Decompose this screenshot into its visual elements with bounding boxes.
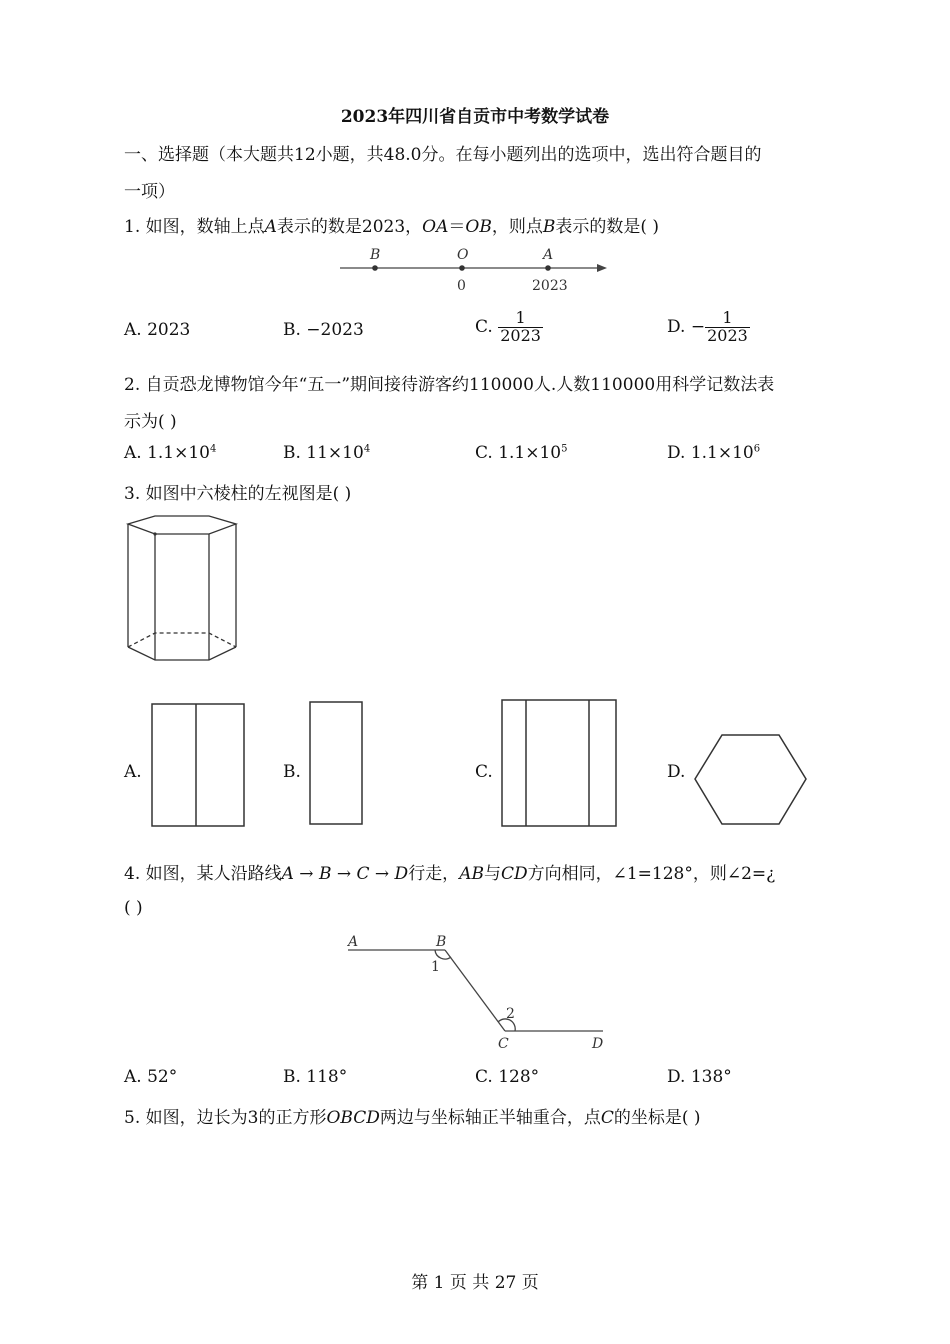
tick-label-0: 0 [457, 278, 466, 294]
q2-stem-line1: 2. 自贡恐龙博物馆今年“五一”期间接待游客约110000人.人数110000用科学记数法表 [124, 375, 775, 395]
label-angle-2: 2 [506, 1006, 515, 1022]
q2-option-b[interactable] [283, 443, 370, 463]
tick-label-2023: 2023 [532, 278, 568, 294]
q1-stem-part: ，则点 [491, 217, 543, 237]
q4-option-c[interactable]: C. 128° [475, 1067, 540, 1087]
arrow-head-icon [597, 264, 607, 272]
prism-top-face [128, 516, 236, 534]
section-header-line2: 一项） [124, 182, 175, 202]
q5-stem-part: 两边与坐标轴正半轴重合，点 [379, 1108, 601, 1128]
q1-stem-part: ＝ [448, 217, 466, 237]
q3-option-d-label[interactable]: D. [667, 762, 686, 782]
page-title: 2023年四川省自贡市中考数学试卷 [340, 107, 610, 127]
option-text: B. 11×10 [283, 443, 364, 463]
q2-option-c[interactable] [475, 443, 568, 463]
q4-var-cd: CD [500, 864, 528, 884]
q5-stem-part: 5. 如图，边长为3的正方形 [124, 1108, 327, 1128]
exponent: 5 [561, 443, 568, 455]
fraction-denominator: 2023 [707, 325, 748, 345]
q4-stem [124, 859, 775, 884]
label-d: D [592, 1036, 604, 1052]
q4-stem-part: 4. 如图，某人沿路线 [124, 864, 282, 884]
q1-var-oa: OA [422, 217, 449, 237]
prism-bottom-hidden [128, 633, 236, 647]
q3-option-d-figure[interactable] [692, 732, 810, 828]
q4-route-figure [340, 930, 615, 1055]
prism-bottom-visible [128, 647, 236, 660]
fraction-numerator: 1 [498, 310, 543, 328]
q4-var-ab: AB [459, 864, 484, 884]
q5-stem [124, 1103, 701, 1128]
q1-option-c[interactable] [475, 310, 543, 345]
segment-bc [445, 950, 505, 1031]
q3-option-a-label[interactable]: A. [124, 762, 142, 782]
q4-option-a[interactable]: A. 52° [124, 1067, 178, 1087]
exponent: 6 [753, 443, 761, 455]
q3-option-c-figure[interactable] [500, 698, 618, 828]
q2-option-a[interactable] [124, 443, 216, 463]
q1-stem-part: 1. 如图，数轴上点 [124, 217, 265, 237]
label-angle-1: 1 [431, 959, 440, 975]
q1-stem-part: 表示的数是( ) [555, 217, 659, 237]
q4-stem-line2: ( ) [124, 898, 143, 918]
q2-stem-line2: 示为( ) [124, 412, 177, 432]
q1-option-b[interactable]: B. −2023 [283, 320, 364, 340]
q1-number-line-figure [335, 240, 615, 300]
fraction [705, 310, 750, 345]
prism-vertex [153, 532, 156, 535]
fraction-denominator: 2023 [500, 325, 541, 345]
label-a: A [543, 247, 554, 263]
q5-var-obcd: OBCD [326, 1108, 380, 1128]
view-rectangle [152, 704, 244, 826]
label-c: C [498, 1036, 509, 1052]
option-text: D. 1.1×10 [667, 443, 754, 463]
q5-stem-part: 的坐标是( ) [613, 1108, 701, 1128]
q4-stem-part: 行走， [408, 864, 460, 884]
option-prefix: C. [475, 316, 499, 337]
q1-var-a: A [264, 217, 277, 237]
point-a [545, 265, 551, 271]
q3-option-c-label[interactable]: C. [475, 762, 493, 782]
exponent: 4 [363, 443, 371, 455]
q1-option-d[interactable] [667, 310, 750, 345]
q3-option-a-figure[interactable] [150, 702, 246, 828]
exponent: 4 [210, 443, 217, 455]
option-prefix: D. − [667, 316, 706, 337]
q1-stem-part: 表示的数是2023， [276, 217, 423, 237]
q5-var-c: C [600, 1108, 614, 1128]
q1-option-a[interactable]: A. 2023 [124, 320, 191, 340]
label-b: B [370, 247, 381, 263]
view-rectangle [310, 702, 362, 824]
q3-option-b-label[interactable]: B. [283, 762, 301, 782]
label-b: B [436, 934, 447, 950]
label-o: O [457, 247, 469, 263]
option-text: C. 1.1×10 [475, 443, 562, 463]
point-o [459, 265, 465, 271]
q4-stem-part: 与 [483, 864, 501, 884]
q1-var-b: B [542, 217, 556, 237]
q4-path: A → B → C → D [281, 864, 409, 884]
view-rectangle [502, 700, 616, 826]
q2-option-d[interactable] [667, 443, 760, 463]
option-text: A. 1.1×10 [124, 443, 210, 463]
q3-option-b-figure[interactable] [308, 700, 364, 826]
section-header-line1: 一、选择题（本大题共12小题，共48.0分。在每小题列出的选项中，选出符合题目的 [124, 145, 762, 165]
q4-option-b[interactable]: B. 118° [283, 1067, 348, 1087]
q4-option-d[interactable]: D. 138° [667, 1067, 732, 1087]
q4-stem-part: 方向相同，∠1=128°，则∠2=¿ [527, 864, 776, 884]
q3-stem: 3. 如图中六棱柱的左视图是( ) [124, 484, 352, 504]
q3-hexagonal-prism-figure [124, 512, 244, 667]
hexagon-shape [695, 735, 806, 824]
point-b [372, 265, 378, 271]
page-footer: 第 1 页 共 27 页 [411, 1273, 539, 1293]
label-a: A [348, 934, 359, 950]
q1-stem [124, 212, 659, 237]
fraction-numerator: 1 [705, 310, 750, 328]
q1-var-ob: OB [465, 217, 492, 237]
fraction [498, 310, 543, 345]
